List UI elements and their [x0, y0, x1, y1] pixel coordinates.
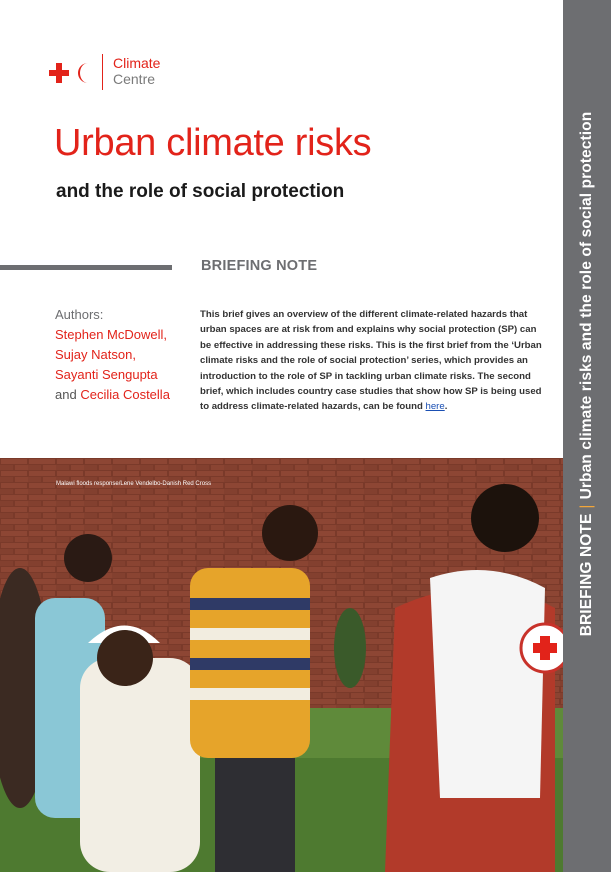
intro-text: This brief gives an overview of the different climate-related hazards that urban spaces are at risk from and explains why social protection (SP) can be effective in addressing these risks. This is the first brief from the ‘Urban climate risks and the role of social protection’ series, which provides an introduction to the role of SP in tackling urban climate risks. The second brief, which includes country case studies that show how SP is being used to address climate-related hazards, can be found	[200, 309, 542, 413]
author-name: Cecilia Costella	[80, 387, 170, 402]
authors-label: Authors:	[55, 307, 104, 322]
logo-divider	[102, 54, 103, 90]
section-rule	[0, 265, 172, 270]
intro-end: .	[444, 401, 448, 413]
authors-block	[55, 305, 195, 405]
author-last-line	[55, 385, 195, 405]
author-conjunction: and	[55, 387, 77, 402]
side-banner-separator: |	[578, 504, 595, 509]
red-crescent-icon	[74, 62, 94, 84]
author-name: Stephen McDowell,	[55, 327, 167, 342]
photo-illustration	[0, 458, 563, 872]
page-subtitle: and the role of social protection	[56, 181, 345, 202]
author-name: Sujay Natson,	[55, 347, 136, 362]
logo-name-line1: Climate	[113, 55, 161, 71]
author-name: Sayanti Sengupta	[55, 367, 158, 382]
logo-text	[113, 55, 160, 87]
photo-caption: Malawi floods response/Lene Vendelbo-Danish Red Cross	[56, 481, 212, 487]
side-banner-title: Urban climate risks and the role of social protection	[578, 111, 595, 500]
here-link[interactable]: here	[425, 401, 445, 413]
logo-name-line2: Centre	[113, 71, 156, 87]
side-banner-text	[578, 112, 596, 637]
intro-paragraph	[200, 307, 545, 415]
red-cross-icon	[49, 63, 69, 83]
page-title: Urban climate risks	[54, 122, 372, 164]
side-banner-label: BRIEFING NOTE	[578, 513, 595, 637]
cover-photo	[0, 458, 563, 872]
briefing-note-label: BRIEFING NOTE	[201, 258, 318, 274]
